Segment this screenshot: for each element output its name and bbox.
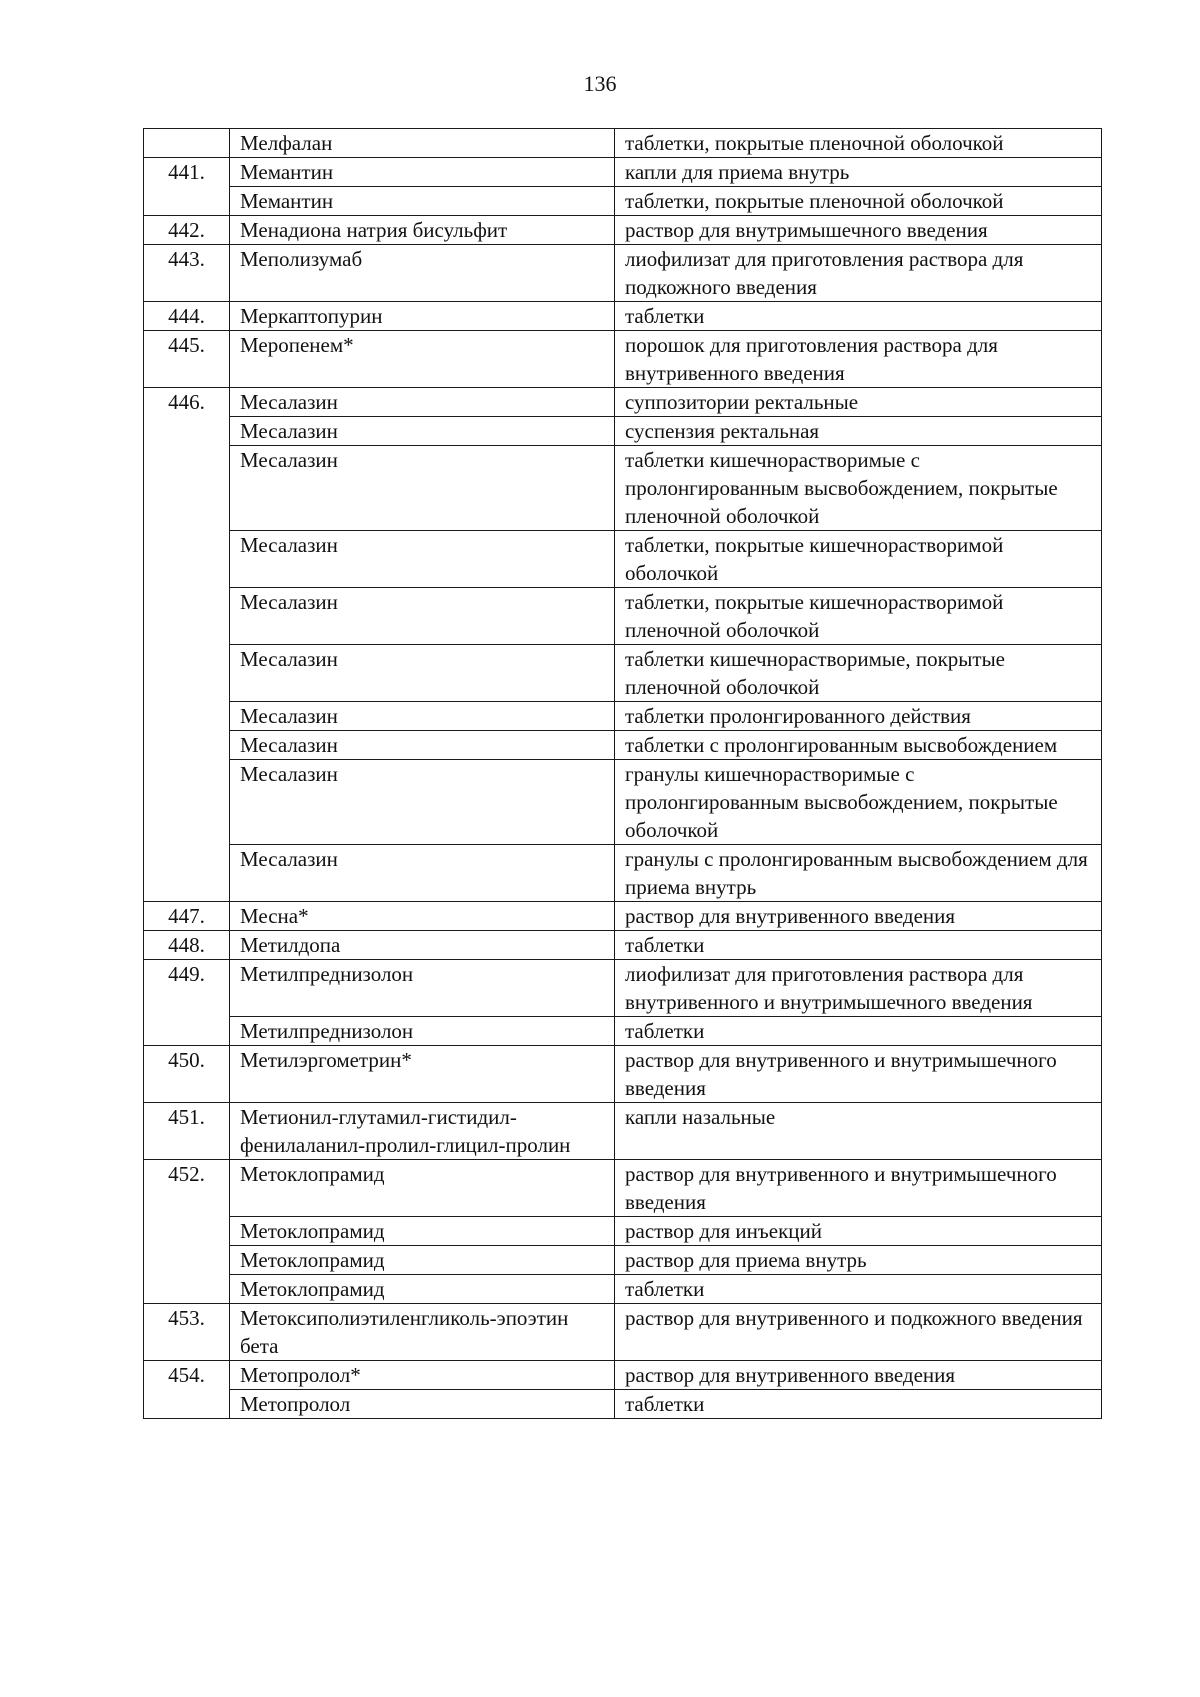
drug-name: Месалазин bbox=[230, 645, 615, 702]
row-number: 446. bbox=[144, 388, 230, 417]
row-number bbox=[144, 1275, 230, 1304]
table-row bbox=[144, 216, 1102, 245]
table-row bbox=[144, 245, 1102, 302]
table-row bbox=[144, 129, 1102, 158]
dosage-form: таблетки, покрытые кишечнорастворимой оболочкой bbox=[615, 531, 1102, 588]
table-row bbox=[144, 302, 1102, 331]
table-row bbox=[144, 531, 1102, 588]
row-number bbox=[144, 1390, 230, 1419]
drug-name: Месалазин bbox=[230, 588, 615, 645]
dosage-form: таблетки пролонгированного действия bbox=[615, 702, 1102, 731]
table-row bbox=[144, 588, 1102, 645]
drug-name: Месалазин bbox=[230, 731, 615, 760]
table-row bbox=[144, 417, 1102, 446]
table-row bbox=[144, 1217, 1102, 1246]
table-row bbox=[144, 1361, 1102, 1390]
drug-name: Менадиона натрия бисульфит bbox=[230, 216, 615, 245]
table-row bbox=[144, 1275, 1102, 1304]
drug-name: Метионил-глутамил-гистидил-фенилаланил-пролил-глицил-пролин bbox=[230, 1103, 615, 1160]
dosage-form: таблетки bbox=[615, 1275, 1102, 1304]
dosage-form: раствор для приема внутрь bbox=[615, 1246, 1102, 1275]
row-number bbox=[144, 1017, 230, 1046]
dosage-form: таблетки bbox=[615, 1017, 1102, 1046]
row-number bbox=[144, 1246, 230, 1275]
row-number: 453. bbox=[144, 1304, 230, 1361]
dosage-form: лиофилизат для приготовления раствора для внутривенного и внутримышечного введения bbox=[615, 960, 1102, 1017]
dosage-form: таблетки bbox=[615, 1390, 1102, 1419]
row-number: 444. bbox=[144, 302, 230, 331]
table-row bbox=[144, 187, 1102, 216]
table-row bbox=[144, 760, 1102, 845]
row-number bbox=[144, 845, 230, 902]
table-row bbox=[144, 1390, 1102, 1419]
row-number: 447. bbox=[144, 902, 230, 931]
drug-name: Месалазин bbox=[230, 845, 615, 902]
row-number: 443. bbox=[144, 245, 230, 302]
drug-name: Месна* bbox=[230, 902, 615, 931]
row-number bbox=[144, 760, 230, 845]
row-number bbox=[144, 645, 230, 702]
row-number bbox=[144, 129, 230, 158]
row-number bbox=[144, 702, 230, 731]
dosage-form: суппозитории ректальные bbox=[615, 388, 1102, 417]
dosage-form: раствор для внутривенного и внутримышечного введения bbox=[615, 1046, 1102, 1103]
dosage-form: раствор для внутривенного введения bbox=[615, 902, 1102, 931]
table-row bbox=[144, 1246, 1102, 1275]
dosage-form: раствор для внутривенного и подкожного введения bbox=[615, 1304, 1102, 1361]
dosage-form: таблетки с пролонгированным высвобождением bbox=[615, 731, 1102, 760]
drug-name: Мелфалан bbox=[230, 129, 615, 158]
drug-name: Меполизумаб bbox=[230, 245, 615, 302]
dosage-form: раствор для внутримышечного введения bbox=[615, 216, 1102, 245]
drug-name: Метилпреднизолон bbox=[230, 1017, 615, 1046]
row-number bbox=[144, 731, 230, 760]
dosage-form: таблетки кишечнорастворимые с пролонгированным высвобождением, покрытые пленочной оболочкой bbox=[615, 446, 1102, 531]
dosage-form: раствор для внутривенного введения bbox=[615, 1361, 1102, 1390]
table-row bbox=[144, 960, 1102, 1017]
table-row bbox=[144, 446, 1102, 531]
drug-name: Метилэргометрин* bbox=[230, 1046, 615, 1103]
table-row bbox=[144, 158, 1102, 187]
drug-name: Месалазин bbox=[230, 417, 615, 446]
row-number bbox=[144, 588, 230, 645]
drug-name: Месалазин bbox=[230, 760, 615, 845]
table-row bbox=[144, 331, 1102, 388]
table-body bbox=[144, 129, 1102, 1419]
row-number: 449. bbox=[144, 960, 230, 1017]
dosage-form: раствор для инъекций bbox=[615, 1217, 1102, 1246]
row-number bbox=[144, 531, 230, 588]
table-row bbox=[144, 388, 1102, 417]
table-row bbox=[144, 1017, 1102, 1046]
drug-name: Метоклопрамид bbox=[230, 1217, 615, 1246]
dosage-form: гранулы кишечнорастворимые с пролонгированным высвобождением, покрытые оболочкой bbox=[615, 760, 1102, 845]
table-row bbox=[144, 1160, 1102, 1217]
row-number bbox=[144, 446, 230, 531]
drug-name: Месалазин bbox=[230, 531, 615, 588]
row-number: 454. bbox=[144, 1361, 230, 1390]
dosage-form: таблетки bbox=[615, 931, 1102, 960]
dosage-form: капли для приема внутрь bbox=[615, 158, 1102, 187]
drug-name: Метоксиполиэтиленгликоль-эпоэтин бета bbox=[230, 1304, 615, 1361]
dosage-form: таблетки, покрытые пленочной оболочкой bbox=[615, 187, 1102, 216]
drug-name: Метоклопрамид bbox=[230, 1246, 615, 1275]
drug-name: Метопролол bbox=[230, 1390, 615, 1419]
drug-name: Месалазин bbox=[230, 388, 615, 417]
drug-name: Метоклопрамид bbox=[230, 1160, 615, 1217]
drug-name: Меропенем* bbox=[230, 331, 615, 388]
table-row bbox=[144, 731, 1102, 760]
dosage-form: раствор для внутривенного и внутримышечного введения bbox=[615, 1160, 1102, 1217]
table-row bbox=[144, 902, 1102, 931]
table-row bbox=[144, 1304, 1102, 1361]
row-number bbox=[144, 417, 230, 446]
drug-name: Метопролол* bbox=[230, 1361, 615, 1390]
row-number: 448. bbox=[144, 931, 230, 960]
dosage-form: капли назальные bbox=[615, 1103, 1102, 1160]
row-number: 451. bbox=[144, 1103, 230, 1160]
row-number: 441. bbox=[144, 158, 230, 187]
drug-name: Мемантин bbox=[230, 187, 615, 216]
row-number bbox=[144, 187, 230, 216]
dosage-form: таблетки bbox=[615, 302, 1102, 331]
table-row bbox=[144, 702, 1102, 731]
table-row bbox=[144, 1046, 1102, 1103]
page-number: 136 bbox=[583, 71, 617, 96]
row-number: 445. bbox=[144, 331, 230, 388]
dosage-form: таблетки кишечнорастворимые, покрытые пленочной оболочкой bbox=[615, 645, 1102, 702]
drug-name: Меркаптопурин bbox=[230, 302, 615, 331]
drug-name: Метилдопа bbox=[230, 931, 615, 960]
drug-table bbox=[143, 128, 1102, 1419]
dosage-form: лиофилизат для приготовления раствора для подкожного введения bbox=[615, 245, 1102, 302]
row-number: 452. bbox=[144, 1160, 230, 1217]
drug-name: Месалазин bbox=[230, 702, 615, 731]
drug-name: Метилпреднизолон bbox=[230, 960, 615, 1017]
dosage-form: гранулы с пролонгированным высвобождением для приема внутрь bbox=[615, 845, 1102, 902]
dosage-form: порошок для приготовления раствора для внутривенного введения bbox=[615, 331, 1102, 388]
table-row bbox=[144, 645, 1102, 702]
drug-name: Метоклопрамид bbox=[230, 1275, 615, 1304]
dosage-form: таблетки, покрытые кишечнорастворимой пленочной оболочкой bbox=[615, 588, 1102, 645]
dosage-form: суспензия ректальная bbox=[615, 417, 1102, 446]
drug-name: Мемантин bbox=[230, 158, 615, 187]
table-row bbox=[144, 1103, 1102, 1160]
row-number: 442. bbox=[144, 216, 230, 245]
drug-name: Месалазин bbox=[230, 446, 615, 531]
row-number: 450. bbox=[144, 1046, 230, 1103]
table-row bbox=[144, 931, 1102, 960]
row-number bbox=[144, 1217, 230, 1246]
dosage-form: таблетки, покрытые пленочной оболочкой bbox=[615, 129, 1102, 158]
table-row bbox=[144, 845, 1102, 902]
